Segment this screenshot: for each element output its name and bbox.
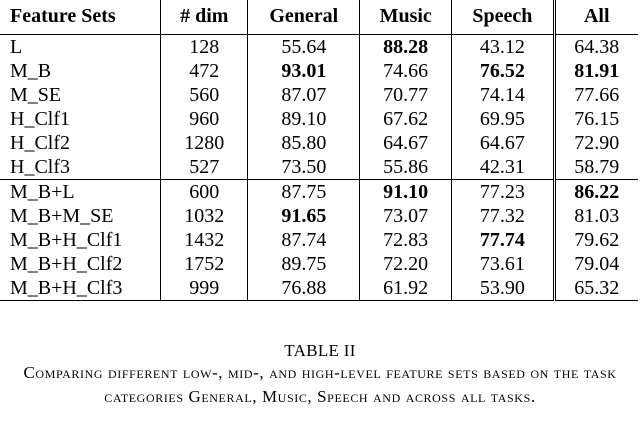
cell-music: 91.10	[360, 180, 452, 205]
cell-all: 58.79	[554, 155, 638, 180]
cell-all: 64.38	[554, 35, 638, 60]
caption-text: Comparing different low-, mid-, and high-level feature sets based on the task categories General, Music, Speech and across all tasks.	[23, 363, 617, 406]
cell-speech: 42.31	[452, 155, 554, 180]
cell-general: 87.75	[248, 180, 360, 205]
table-caption	[0, 341, 640, 409]
cell-music: 70.77	[360, 83, 452, 107]
cell-dim: 1032	[161, 204, 248, 228]
cell-feature-set: M_B+M_SE	[10, 205, 114, 227]
header-general: General	[248, 0, 360, 35]
table-row	[0, 35, 638, 60]
cell-dim: 560	[161, 83, 248, 107]
cell-general: 76.88	[248, 276, 360, 301]
cell-all: 76.15	[554, 107, 638, 131]
header-music: Music	[360, 0, 452, 35]
table-body	[0, 35, 638, 301]
cell-all: 86.22	[554, 180, 638, 205]
cell-music: 64.67	[360, 131, 452, 155]
cell-music: 72.20	[360, 252, 452, 276]
table-row	[0, 252, 638, 276]
cell-general: 87.74	[248, 228, 360, 252]
cell-music: 73.07	[360, 204, 452, 228]
cell-feature-set: M_B+H_Clf2	[10, 253, 123, 275]
cell-speech: 69.95	[452, 107, 554, 131]
cell-speech: 77.32	[452, 204, 554, 228]
header-dim: # dim	[161, 0, 248, 35]
cell-general: 87.07	[248, 83, 360, 107]
cell-speech: 77.23	[452, 180, 554, 205]
cell-general: 73.50	[248, 155, 360, 180]
cell-music: 88.28	[360, 35, 452, 60]
cell-speech: 64.67	[452, 131, 554, 155]
cell-general: 91.65	[248, 204, 360, 228]
cell-speech: 76.52	[452, 59, 554, 83]
cell-all: 79.62	[554, 228, 638, 252]
cell-feature-set: H_Clf3	[10, 156, 70, 178]
table-row	[0, 155, 638, 180]
cell-feature-set: M_B+H_Clf3	[0, 276, 161, 301]
cell-music: 74.66	[360, 59, 452, 83]
cell-all: 65.32	[554, 276, 638, 301]
header-speech: Speech	[452, 0, 554, 35]
table-row	[0, 204, 638, 228]
cell-dim: 1752	[161, 252, 248, 276]
cell-dim: 600	[161, 180, 248, 205]
table-row	[0, 107, 638, 131]
header-all: All	[554, 0, 638, 35]
cell-dim: 999	[161, 276, 248, 301]
cell-general: 93.01	[248, 59, 360, 83]
cell-music: 55.86	[360, 155, 452, 180]
table-row	[0, 131, 638, 155]
cell-music: 67.62	[360, 107, 452, 131]
cell-speech: 43.12	[452, 35, 554, 60]
cell-feature-set: M_B	[10, 60, 52, 82]
cell-feature-set: M_B+H_Clf1	[10, 229, 123, 251]
cell-speech: 53.90	[452, 276, 554, 301]
cell-speech: 73.61	[452, 252, 554, 276]
cell-feature-set: M_SE	[10, 84, 62, 106]
header-feature-sets: Feature Sets	[10, 4, 116, 27]
cell-all: 81.03	[554, 204, 638, 228]
table-row	[0, 180, 638, 205]
cell-music: 61.92	[360, 276, 452, 301]
cell-all: 72.90	[554, 131, 638, 155]
cell-feature-set: M_B+L	[0, 180, 161, 205]
cell-general: 85.80	[248, 131, 360, 155]
cell-all: 79.04	[554, 252, 638, 276]
cell-music: 72.83	[360, 228, 452, 252]
table-row	[0, 228, 638, 252]
cell-feature-set: L	[0, 35, 161, 60]
table-row	[0, 59, 638, 83]
table-row	[0, 83, 638, 107]
cell-dim: 527	[161, 155, 248, 180]
cell-dim: 1280	[161, 131, 248, 155]
cell-dim: 128	[161, 35, 248, 60]
cell-general: 89.75	[248, 252, 360, 276]
cell-dim: 960	[161, 107, 248, 131]
cell-general: 89.10	[248, 107, 360, 131]
cell-dim: 472	[161, 59, 248, 83]
cell-feature-set: H_Clf2	[10, 132, 70, 154]
cell-feature-set: H_Clf1	[10, 108, 70, 130]
table-row	[0, 276, 638, 301]
cell-all: 77.66	[554, 83, 638, 107]
cell-dim: 1432	[161, 228, 248, 252]
caption-label: TABLE II	[284, 341, 356, 360]
cell-speech: 74.14	[452, 83, 554, 107]
cell-speech: 77.74	[452, 228, 554, 252]
header-row	[0, 0, 638, 35]
cell-general: 55.64	[248, 35, 360, 60]
cell-all: 81.91	[554, 59, 638, 83]
